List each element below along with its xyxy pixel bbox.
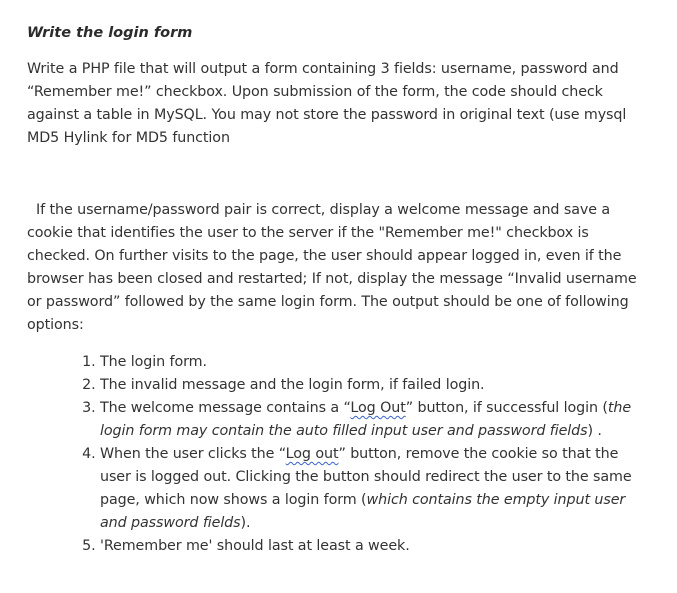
list-item-text: The welcome message contains a “: [100, 400, 351, 416]
list-item-text: When the user clicks the “: [100, 446, 286, 462]
list-item-italic: the login form may contain the auto filled input user and password fields: [100, 400, 632, 439]
spellcheck-word: Log Out: [350, 400, 406, 416]
requirements-paragraph: If the username/password pair is correct, display a welcome message and save a cookie that identifies the user to the server if the "Remember me!" checkbox is checked. On further visits to the page, the user should appear logged in, even if the browser has been closed and restarted; If not, display the message “Invalid username or password” followed by the same login form. The output should be one of following options:: [27, 202, 637, 333]
list-item-italic: which contains the empty input user and password fields: [100, 492, 626, 531]
section-heading: Write the login form: [27, 25, 193, 41]
list-item-text: ” button, if successful login (: [405, 400, 608, 416]
list-item: 1. The login form.: [100, 351, 647, 374]
list-item: 2. The invalid message and the login form, if failed login.: [100, 374, 647, 397]
list-item: [100, 397, 647, 443]
list-item-text: ) .: [587, 423, 602, 439]
options-list: [27, 351, 647, 558]
list-item: 5. 'Remember me' should last at least a week.: [100, 535, 647, 558]
list-item-text: ).: [240, 515, 251, 531]
list-item-text: ” button, remove the cookie so that the user is logged out. Clicking the button should redirect the user to the same page, which now shows a login form (: [100, 446, 632, 508]
spellcheck-word: Log out: [285, 446, 339, 462]
list-item: [100, 443, 647, 535]
intro-paragraph: Write a PHP file that will output a form containing 3 fields: username, password and “Remember me!” checkbox. Upon submission of the form, the code should check against a table in MySQL. You may not store the password in original text (use mysql MD5 Hylink for MD5 function: [27, 61, 627, 146]
